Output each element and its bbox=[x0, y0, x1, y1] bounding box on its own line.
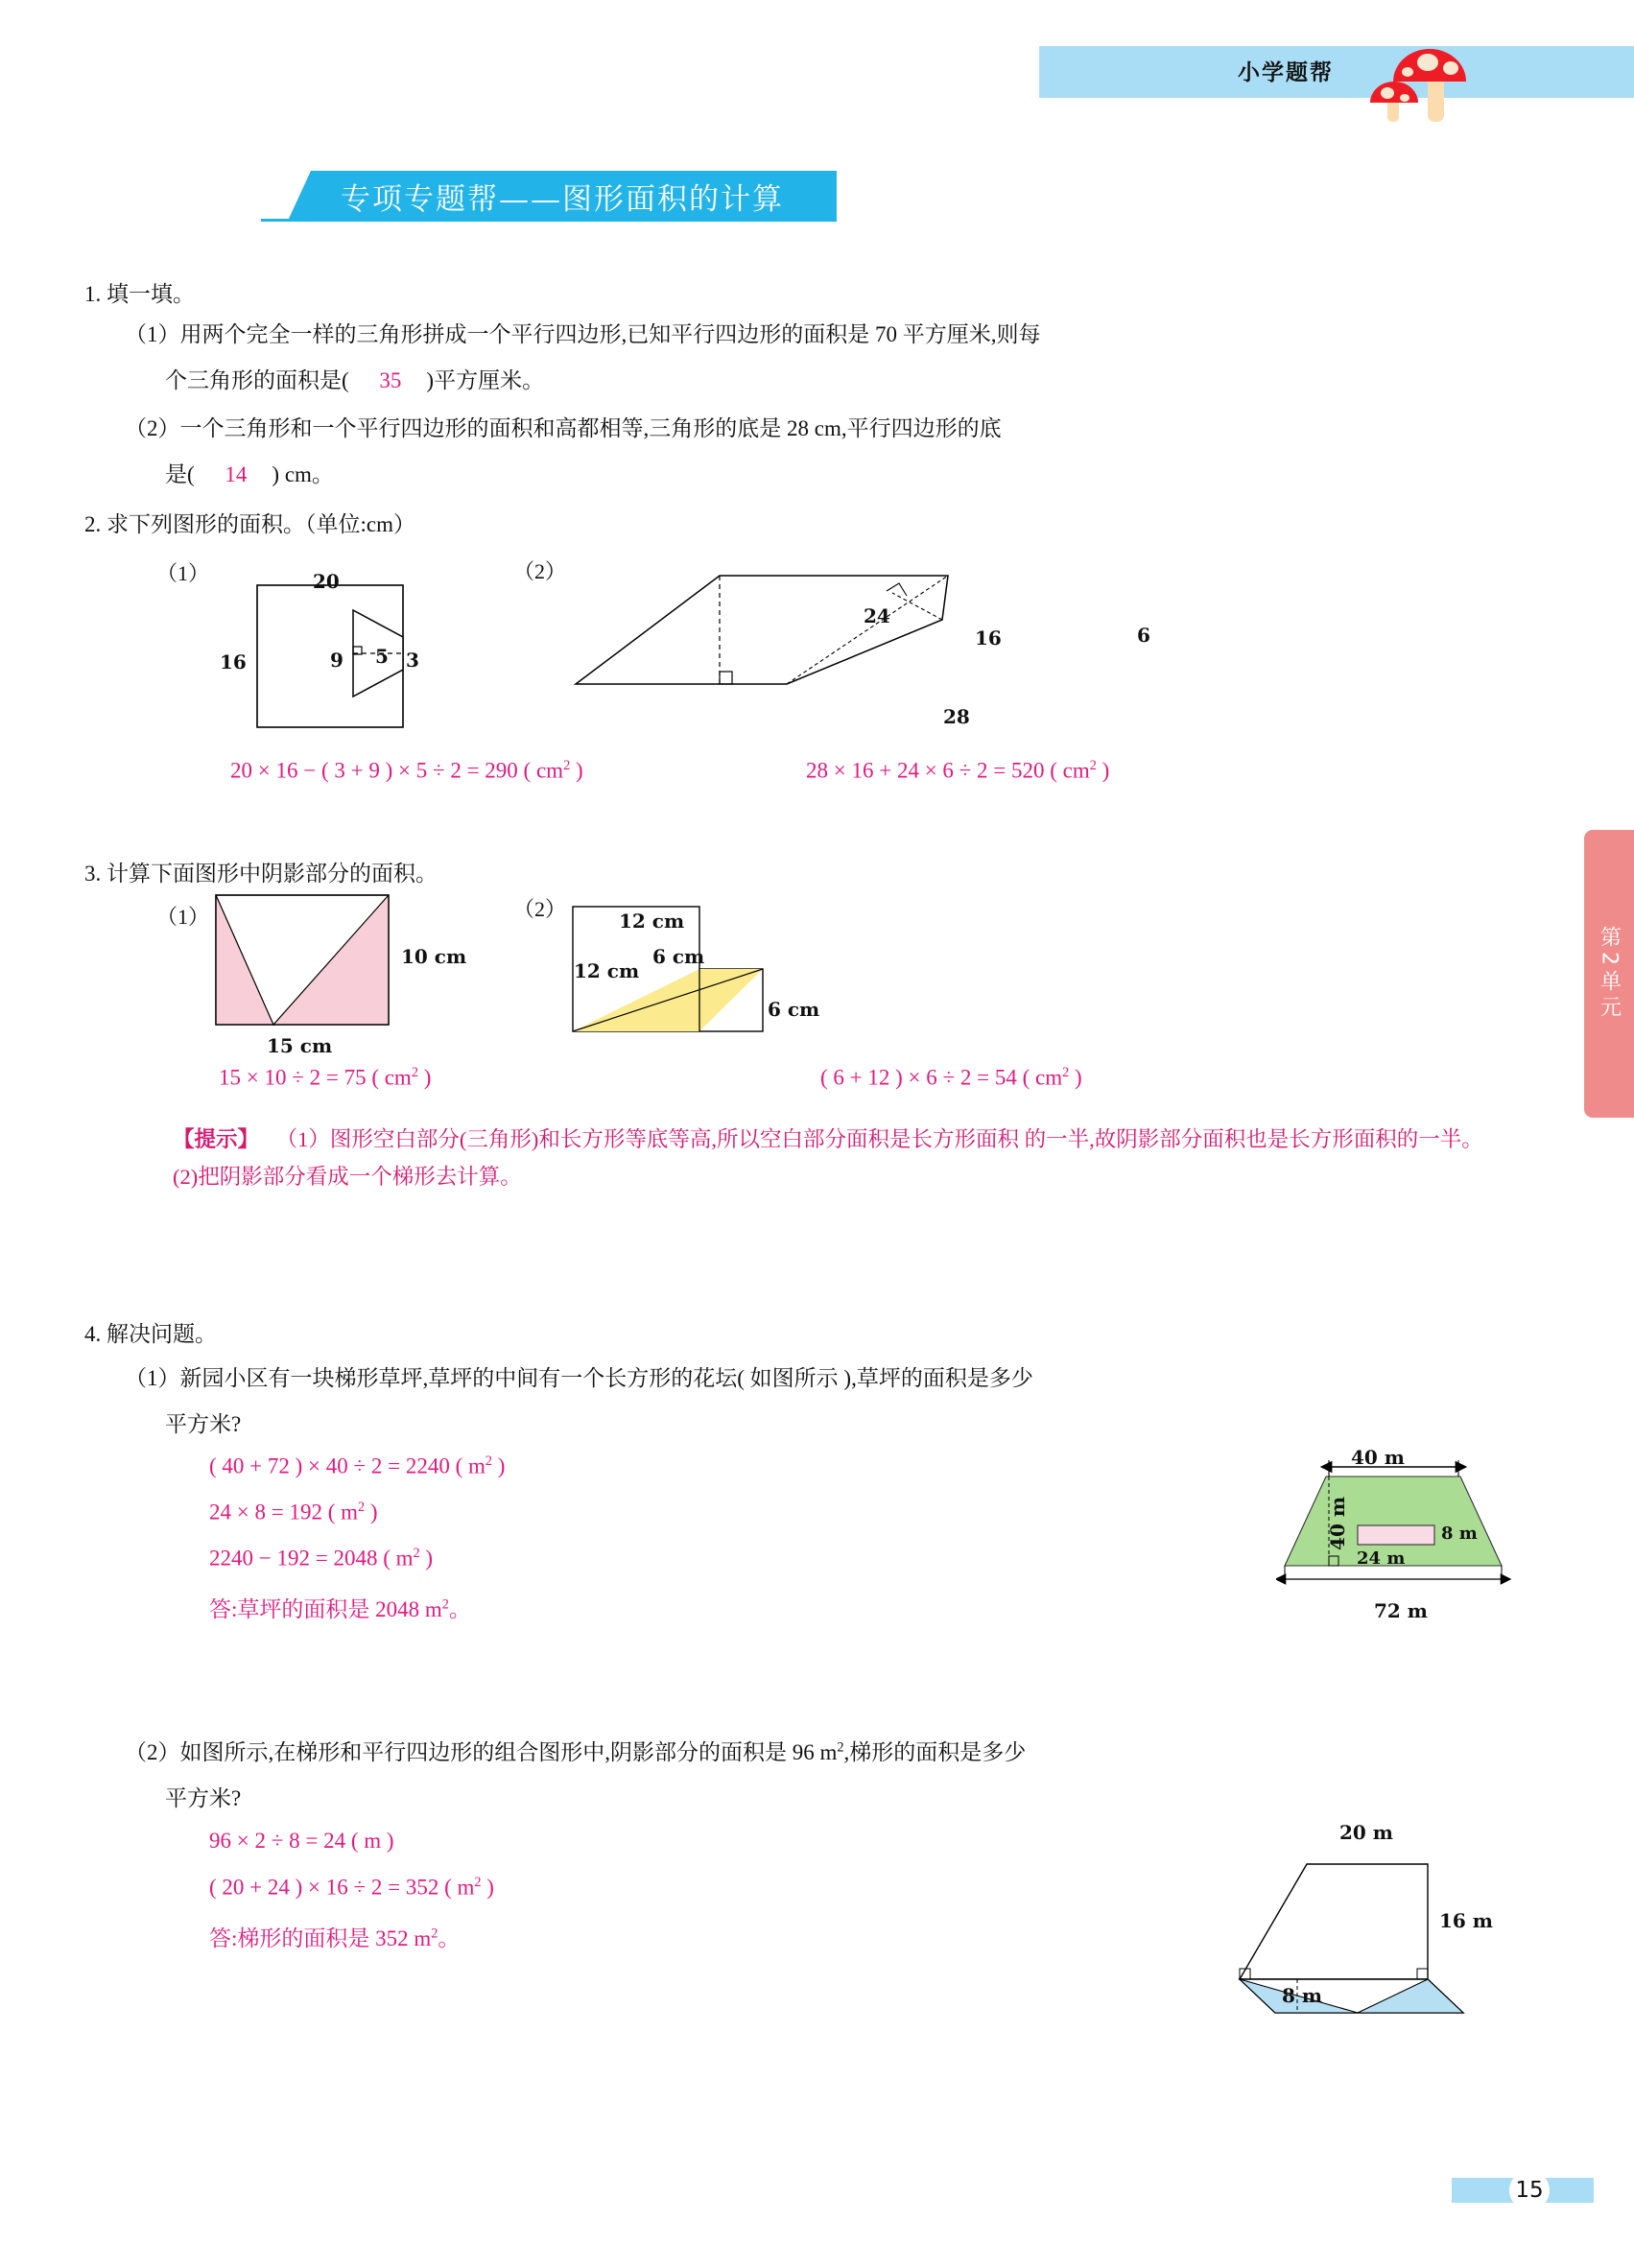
question-2-sub-2-solution: 28 × 16 + 24 × 6 ÷ 2 = 520 ( $cm^2$ ) bbox=[806, 758, 1110, 783]
question-1-item-2-line1 bbox=[125, 411, 1002, 446]
question-4-text: 解决问题。 bbox=[107, 1322, 217, 1346]
item-text: 用两个完全一样的三角形拼成一个平行四边形,已知平行四边形的面积是 70 平方厘米,则每 bbox=[179, 322, 1041, 346]
question-2-text: 求下列图形的面积。（单位:cm） bbox=[107, 512, 415, 536]
answer-blank-1: 35 bbox=[379, 368, 402, 392]
question-2-stem bbox=[84, 507, 415, 542]
figure-3-1 bbox=[211, 890, 393, 1029]
figure-3-2-label-top: 12 cm bbox=[619, 910, 685, 933]
question-4-stem bbox=[84, 1316, 217, 1352]
question-3-sub-2-label: （2） bbox=[513, 897, 567, 921]
question-4-sub-1-line1 bbox=[125, 1360, 1033, 1396]
figure-4-2-label-top: 20 m bbox=[1339, 1821, 1393, 1844]
figure-2-1-label-left: 16 bbox=[220, 650, 247, 673]
figure-4-2-label-inner: 8 m bbox=[1282, 1984, 1323, 2007]
question-3-number: 3. bbox=[84, 862, 102, 886]
question-3-sub-1-label: （1） bbox=[156, 905, 210, 929]
figure-4-1-label-bed-height: 8 m bbox=[1441, 1524, 1478, 1544]
figure-2-2-label-slant: 24 bbox=[864, 604, 890, 627]
figure-2-1-label-top: 20 bbox=[313, 570, 340, 593]
question-2-sub-2-label: （2） bbox=[513, 559, 567, 583]
question-1-number: 1. bbox=[84, 282, 102, 306]
item-label: （2） bbox=[125, 416, 180, 440]
item-label: （1） bbox=[125, 1366, 180, 1390]
item-text-pre: 个三角形的面积是( bbox=[165, 368, 349, 392]
figure-2-1-label-three: 3 bbox=[406, 649, 419, 672]
figure-3-2-label-left: 12 cm bbox=[574, 959, 640, 982]
question-4-sub-2-solution-1: 96 × 2 ÷ 8 = 24 ( m ) bbox=[209, 1829, 394, 1853]
figure-4-1-label-bottom: 72 m bbox=[1374, 1599, 1428, 1622]
question-2-number: 2. bbox=[84, 512, 102, 536]
item-text: 新园小区有一块梯形草坪,草坪的中间有一个长方形的花坛( 如图所示 ),草坪的面积是多少 bbox=[179, 1366, 1033, 1390]
page-number: 15 bbox=[1509, 2170, 1550, 2210]
figure-2-2-label-base: 28 bbox=[943, 705, 970, 728]
question-1-stem bbox=[84, 276, 195, 312]
page-title: 专项专题帮——图形面积的计算 bbox=[341, 181, 784, 217]
figure-4-1-label-top: 40 m bbox=[1351, 1446, 1405, 1469]
figure-3-2-label-topright: 6 cm bbox=[652, 945, 705, 968]
item-label: （2） bbox=[125, 1740, 180, 1764]
question-2-sub-1-solution: 20 × 16 − ( 3 + 9 ) × 5 ÷ 2 = 290 ( $cm^2$ ) bbox=[230, 758, 583, 783]
question-4-sub-2-line2: 平方米? bbox=[165, 1786, 242, 1810]
question-3-hint bbox=[173, 1121, 1497, 1196]
header-band bbox=[1039, 46, 1634, 98]
question-4-sub-2-answer: 答:梯形的面积是 352 $m^2$。 bbox=[209, 1925, 461, 1950]
item-label: （1） bbox=[125, 322, 180, 346]
question-4-sub-1-solution-3: 2240 − 192 = 2048 ( $m^2$ ) bbox=[209, 1546, 434, 1571]
question-3-stem bbox=[84, 856, 438, 891]
question-4-sub-1-solution-1: ( 40 + 72 ) × 40 ÷ 2 = 2240 ( $m^2$ ) bbox=[209, 1453, 506, 1478]
question-3-text: 计算下面图形中阴影部分的面积。 bbox=[107, 862, 438, 886]
question-1-text: 填一填。 bbox=[107, 282, 195, 306]
item-text-post: ) cm。 bbox=[272, 462, 334, 486]
question-4-sub-2-line1 bbox=[125, 1735, 1026, 1770]
figure-2-1-label-nine: 9 bbox=[330, 649, 343, 672]
question-4-sub-2-solution-2: ( 20 + 24 ) × 16 ÷ 2 = 352 ( $m^2$ ) bbox=[209, 1875, 494, 1900]
figure-2-2-label-small: 6 bbox=[1137, 624, 1150, 647]
question-1-item-1-line2 bbox=[165, 363, 544, 398]
unit-side-tab bbox=[1584, 830, 1634, 1118]
hint-label: 【提示】 bbox=[173, 1127, 260, 1151]
figure-2-2 bbox=[566, 564, 979, 708]
item-text: 如图所示,在梯形和平行四边形的组合图形中,阴影部分的面积是 96 $m^2$,梯形的面积是多少 bbox=[179, 1739, 1027, 1764]
question-2-sub-1-label: （1） bbox=[156, 561, 210, 585]
item-text-pre: 是( bbox=[165, 462, 195, 486]
question-4-number: 4. bbox=[84, 1322, 102, 1346]
question-3-sub-1-solution: 15 × 10 ÷ 2 = 75 ( $cm^2$ ) bbox=[219, 1065, 432, 1090]
figure-4-1-label-height: 40 m bbox=[1326, 1497, 1349, 1550]
figure-3-1-label-right: 10 cm bbox=[401, 945, 467, 968]
figure-3-1-label-bottom: 15 cm bbox=[267, 1034, 333, 1057]
hint-line-1: （1）图形空白部分(三角形)和长方形等底等高,所以空白部分面积是长方形面积 bbox=[275, 1127, 1020, 1151]
question-4-sub-1-line2: 平方米? bbox=[165, 1412, 242, 1436]
item-text-post: )平方厘米。 bbox=[426, 368, 545, 392]
mushroom-icon bbox=[1362, 34, 1526, 122]
figure-4-1-label-bed-width: 24 m bbox=[1357, 1548, 1406, 1569]
figure-2-2-label-height: 16 bbox=[975, 626, 1002, 650]
question-4-sub-1-answer: 答:草坪的面积是 2048 $m^2$。 bbox=[209, 1596, 471, 1621]
page-title-banner bbox=[288, 171, 837, 221]
question-1-item-1-line1 bbox=[125, 317, 1041, 352]
figure-2-1-label-five: 5 bbox=[375, 645, 389, 668]
item-text: 一个三角形和一个平行四边形的面积和高都相等,三角形的底是 28 cm,平行四边形的底 bbox=[179, 416, 1002, 440]
question-4-sub-1-solution-2: 24 × 8 = 192 ( $m^2$ ) bbox=[209, 1500, 378, 1524]
hint-line-2: 的一半,故阴影部分面积也是长方形面积的一半。(2)把阴影部分看成一个梯形去计算。 bbox=[173, 1127, 1483, 1190]
unit-side-tab-label: 第2单元 bbox=[1597, 926, 1622, 1022]
brand-label: 小学题帮 bbox=[1238, 60, 1334, 85]
question-1-item-2-line2 bbox=[165, 457, 334, 492]
question-3-sub-2-solution: ( 6 + 12 ) × 6 ÷ 2 = 54 ( $cm^2$ ) bbox=[820, 1065, 1082, 1090]
answer-blank-2: 14 bbox=[225, 462, 248, 486]
figure-3-2-label-right: 6 cm bbox=[768, 998, 820, 1021]
figure-4-2-label-right: 16 m bbox=[1439, 1909, 1493, 1932]
